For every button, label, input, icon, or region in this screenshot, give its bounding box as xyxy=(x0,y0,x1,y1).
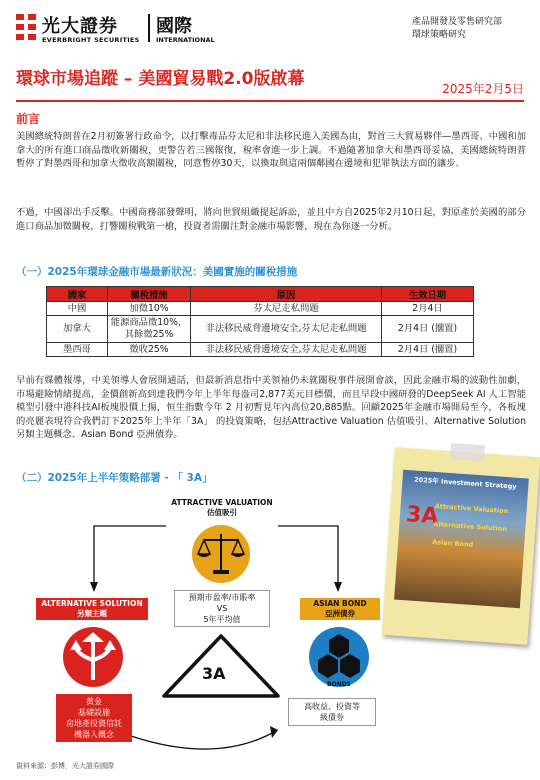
intro-paragraph: 美國總統特朗普在2月初簽署行政命令，以打擊毒品芬太尼和非法移民進入美國為由，對首三大貿易夥伴—墨西哥、中國和加拿大的所有進口商品徵收新關稅，更警告若三國報復，稅率會進一步上調。不過隨著加拿大和墨西哥妥協，美國總統特朗普暫停了對墨西哥和加拿大徵收高額關稅，同意暫停30天，以換取與這兩個鄰國在邊境和犯罪執法方面的讓步。 xyxy=(16,131,526,170)
market-paragraph: 早前有媒體報導，中美領導人會展開通話，但最新消息指中美領袖仍未就關稅事件展開會談，因此金融市場的波動性加劇，市場避險情緒提高，金價創新高到達我們今年上半年每盎司2,877美元目標價，而且早段中國研發的DeepSeek AI 人工智能模型引發中港科技AI板塊股價上揚，恒生指數今年 2 月初暫見年內高位20,885點。回顧2025年金融市場開局至今，各板塊的亮麗表現符合我們訂下2025年上半年「3A」 的投資策略，包括Attractive Valuation 估值吸引、Alternative Solution 另類主題概念、Asian Bond 亞洲債券。 xyxy=(16,375,526,441)
av-title-en: ATTRACTIVE VALUATION xyxy=(171,498,273,507)
av-caption-line: VS xyxy=(216,604,228,613)
table-cell: 徵收25% xyxy=(108,343,191,357)
scale-icon xyxy=(188,524,254,584)
intro-heading: 前言 xyxy=(16,112,41,126)
signpost-icon xyxy=(62,626,124,688)
as-caption xyxy=(56,694,132,742)
as-title-en: ALTERNATIVE SOLUTION xyxy=(41,599,143,608)
table-cell: 加拿大 xyxy=(47,316,108,343)
table-cell: 中國 xyxy=(47,302,108,316)
triangle-label: 3A xyxy=(202,664,226,683)
av-caption xyxy=(174,590,270,627)
av-caption-line: 預期市盈率/市賬率 xyxy=(188,593,256,602)
table-cell: 非法移民威脅邊境安全,芬太尼走私問題 xyxy=(191,343,382,357)
bonds-icon xyxy=(308,626,370,688)
note-line: Alternative Solution xyxy=(433,520,508,534)
av-title xyxy=(166,498,278,518)
table-cell: 2月4日 (擱置) xyxy=(382,316,474,343)
av-caption-line: 5年平均值 xyxy=(203,615,241,624)
table-cell: 能源商品徵10%，其餘徵25% xyxy=(108,316,191,343)
as-caption-line: 機器人概念 xyxy=(74,730,114,739)
table-cell: 非法移民威脅邊境安全,芬太尼走私問題 xyxy=(191,316,382,343)
logo-english-2: INTERNATIONAL xyxy=(156,36,215,44)
av-title-cn: 估值吸引 xyxy=(207,508,237,517)
tape xyxy=(450,443,485,461)
table-row xyxy=(47,316,474,343)
ab-title-cn: 亞洲債券 xyxy=(325,609,355,618)
department-line: 產品開發及零售研究部 xyxy=(411,17,502,27)
column-header: 原因 xyxy=(191,287,382,302)
table-header-row xyxy=(47,287,474,302)
logo-name-2: 國際 xyxy=(156,16,192,37)
column-header: 關稅措施 xyxy=(108,287,191,302)
report-date: 2025年2月5日 xyxy=(442,82,524,96)
source-note: 資料來源：彭博，光大證券國際 xyxy=(16,762,114,770)
ab-caption-line: 高收益、投資等 xyxy=(304,702,360,711)
department-line: 環球策略研究 xyxy=(411,30,466,40)
table-cell: 2月4日 (擱置) xyxy=(382,343,474,357)
as-title-cn: 另類主題 xyxy=(77,609,107,618)
note-line: Attractive Valuation xyxy=(434,502,509,516)
strategy-note xyxy=(382,447,540,645)
as-title xyxy=(36,598,148,620)
table-cell: 墨西哥 xyxy=(47,343,108,357)
as-caption-line: 基礎設施 xyxy=(78,708,110,717)
department xyxy=(412,16,502,42)
logo-name: 光大證券 xyxy=(42,16,118,37)
logo-divider xyxy=(148,14,150,42)
as-caption-line: 房地產投資信託 xyxy=(66,719,122,728)
section-heading-tariffs: （一）2025年環球金融市場最新狀況：美國實施的關稅措施 xyxy=(16,266,298,278)
column-header: 生效日期 xyxy=(382,287,474,302)
table-row xyxy=(47,343,474,357)
note-image xyxy=(394,470,529,608)
intro-paragraph-2: 不過，中國卻出手反擊。中國商務部發聲明，將向世貿組織提起訴訟，並且中方自2025年2月10日起，對原產於美國的部分進口商品加徵關稅，打響關稅戰第一槍，投資者需關注對金融市場影響，現在為你逐一分析。 xyxy=(16,207,526,232)
strategy-diagram xyxy=(16,486,406,756)
table-row xyxy=(47,302,474,316)
logo-english: EVERBRIGHT SECURITIES xyxy=(42,36,140,44)
title-rule xyxy=(16,100,524,102)
note-title: 2025年 Investment Strategy xyxy=(413,475,517,491)
note-3a: 3A xyxy=(405,502,440,530)
bonds-label: BONDS xyxy=(327,681,351,688)
column-header: 國家 xyxy=(47,287,108,302)
section-heading-strategy: （二）2025年上半年策略部署 - 「 3A」 xyxy=(16,472,213,484)
note-line: Asian Bond xyxy=(431,537,474,549)
tariff-table xyxy=(46,286,474,357)
table-cell: 芬太尼走私問題 xyxy=(191,302,382,316)
report-title: 環球市場追蹤 – 美國貿易戰2.0版啟幕 xyxy=(16,69,305,89)
ab-title-en: ASIAN BOND xyxy=(313,599,367,608)
table-cell: 2月4日 xyxy=(382,302,474,316)
table-cell: 加徵10% xyxy=(108,302,191,316)
logo-mark-icon xyxy=(16,14,36,40)
as-caption-line: 黃金 xyxy=(86,697,102,706)
ab-caption-line: 級債券 xyxy=(320,713,344,722)
ab-title xyxy=(300,598,380,620)
ab-caption xyxy=(288,698,376,726)
